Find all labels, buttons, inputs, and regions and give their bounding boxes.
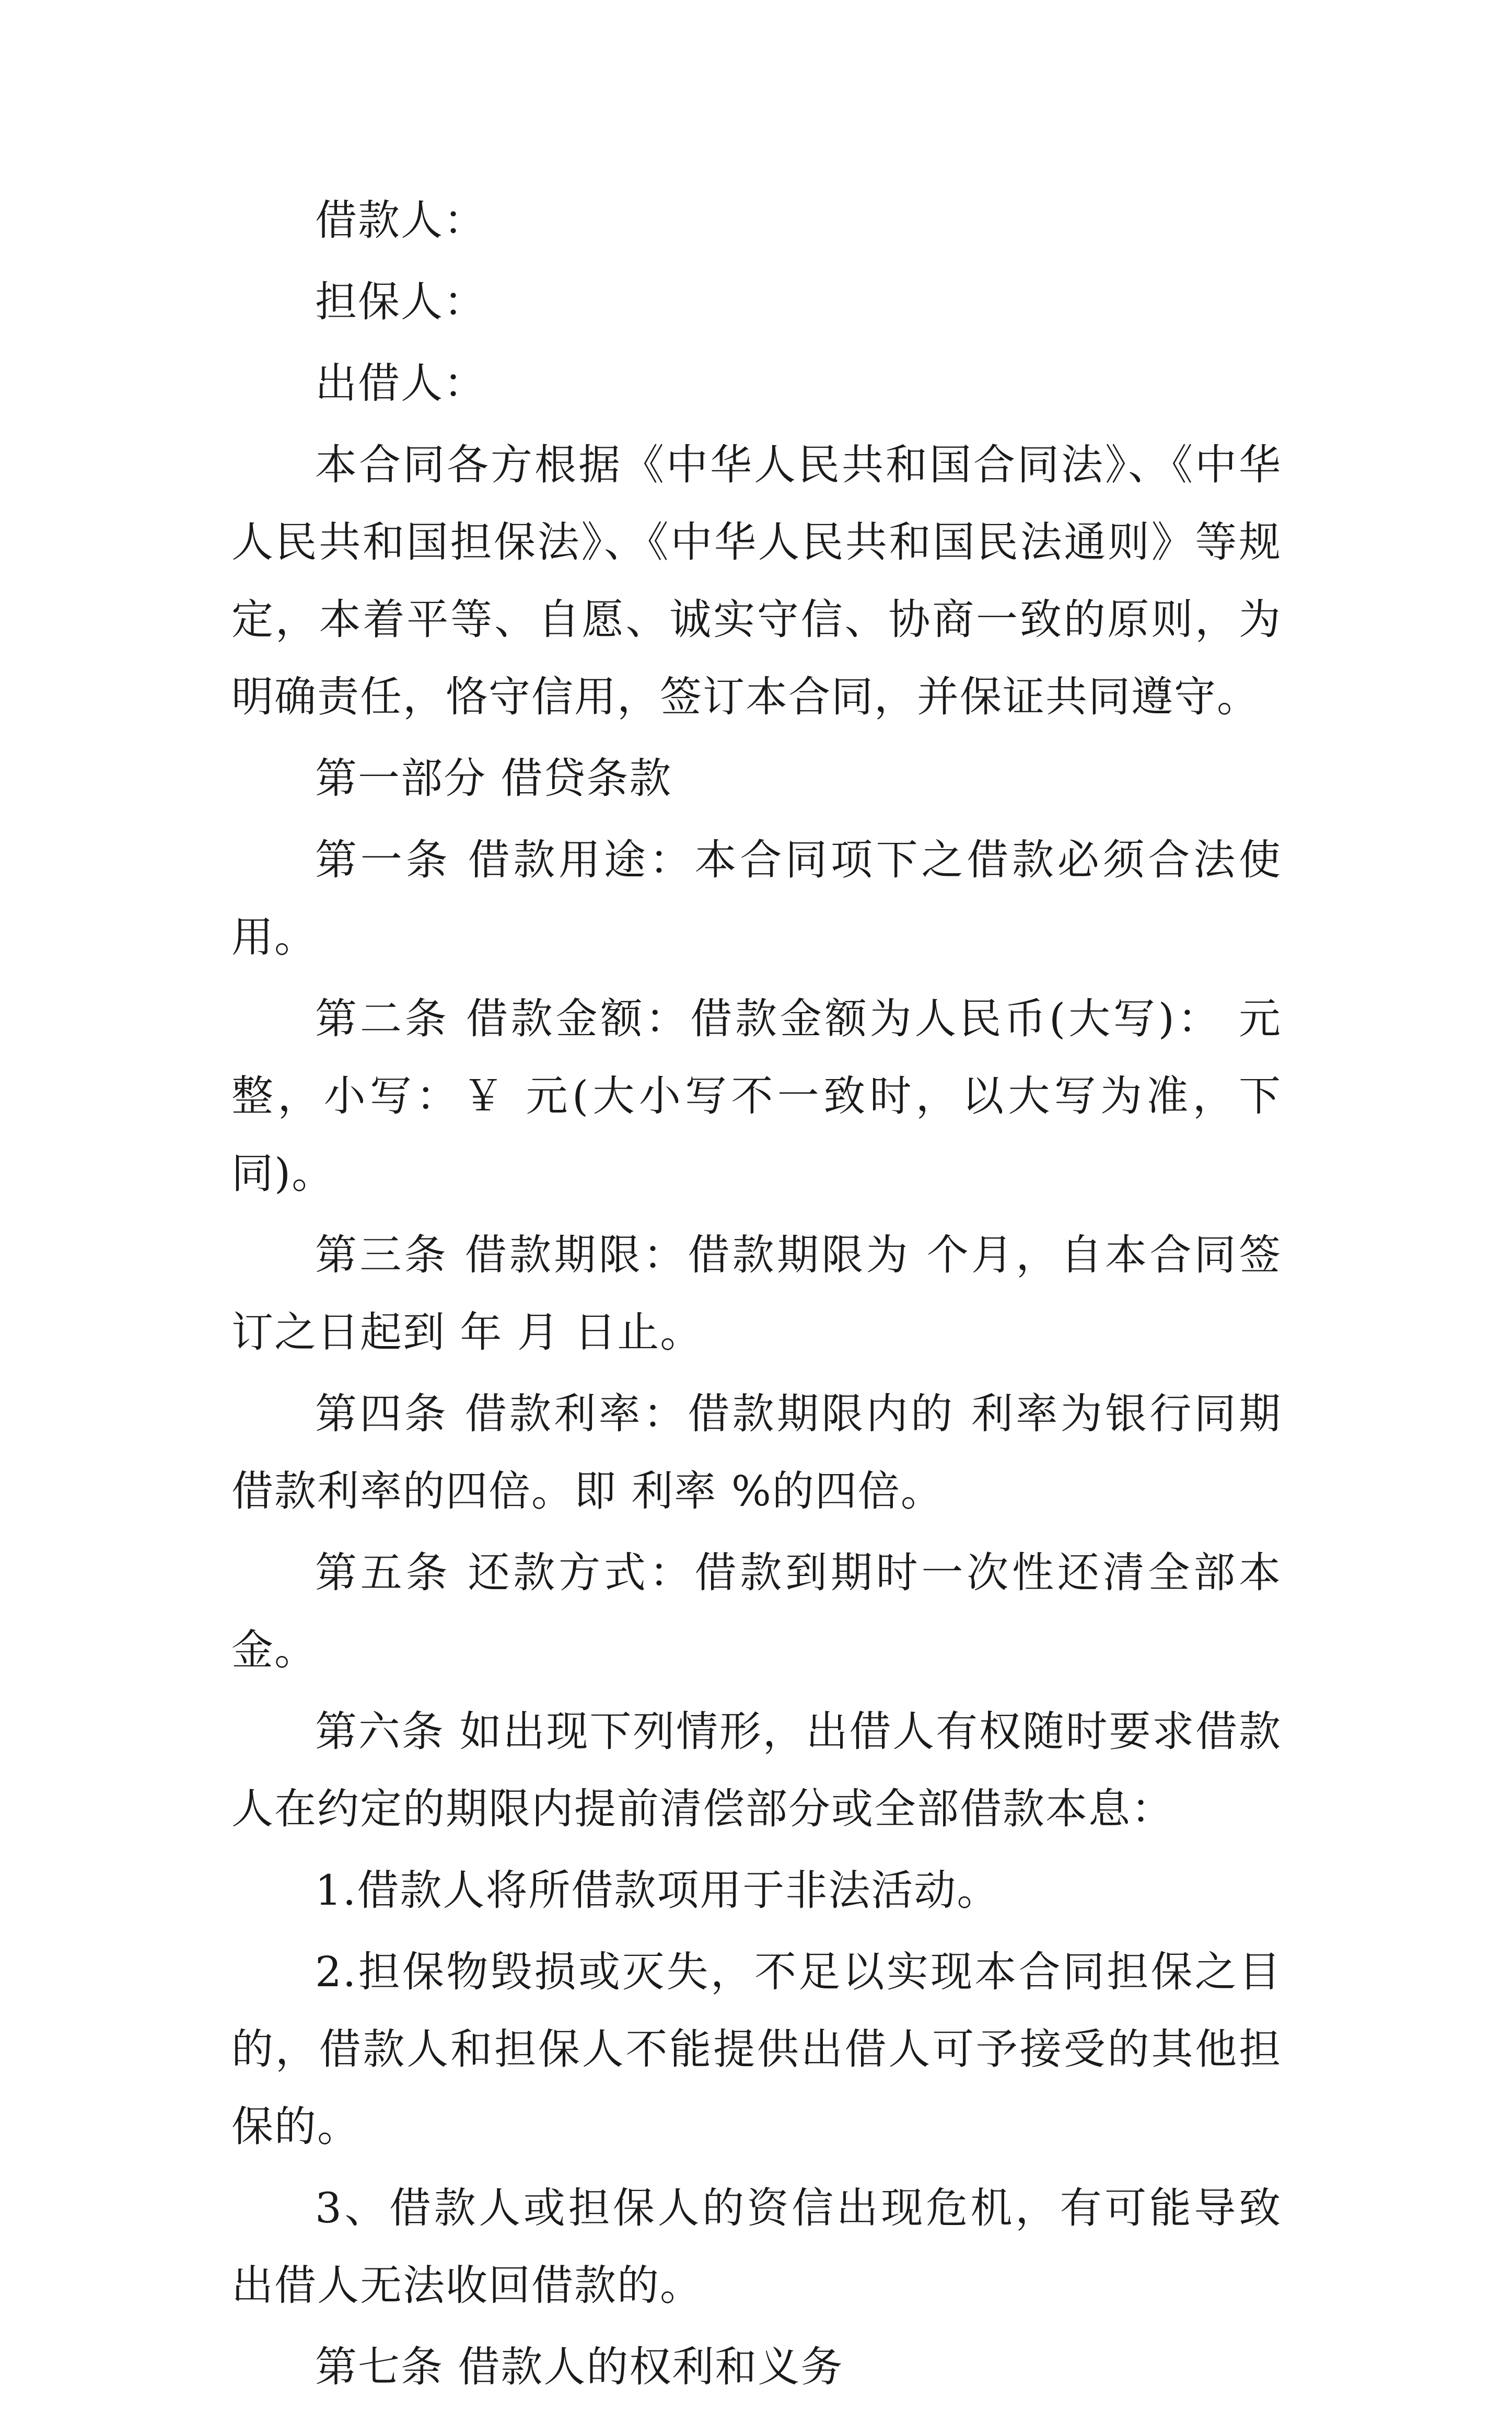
article-6: 第六条 如出现下列情形，出借人有权随时要求借款人在约定的期限内提前清偿部分或全部借款本息：: [231, 1707, 1282, 1833]
lender-line: 出借人：: [315, 359, 486, 408]
article-1: 第一条 借款用途：本合同项下之借款必须合法使用。: [231, 836, 1282, 961]
borrower-line: 借款人：: [315, 196, 486, 245]
article-7-heading: 第七条 借款人的权利和义务: [315, 2343, 844, 2391]
article-6-item-1: 1.借款人将所借款项用于非法活动。: [315, 1866, 1000, 1915]
article-4: 第四条 借款利率：借款期限内的 利率为银行同期借款利率的四倍。即 利率 %的四倍。: [231, 1389, 1282, 1515]
article-2: 第二条 借款金额：借款金额为人民币(大写)： 元整，小写：￥ 元(大小写不一致时，以大写为准，下同)。: [231, 994, 1282, 1198]
document-body: [231, 182, 1282, 2410]
article-3: 第三条 借款期限：借款期限为 个月，自本合同签订之日起到 年 月 日止。: [231, 1231, 1282, 1357]
section-heading: 第一部分 借贷条款: [315, 754, 672, 803]
guarantor-line: 担保人：: [315, 277, 486, 326]
article-5: 第五条 还款方式：借款到期时一次性还清全部本金。: [231, 1548, 1282, 1674]
article-6-item-2: 2.担保物毁损或灭失，不足以实现本合同担保之目的，借款人和担保人不能提供出借人可予接受的其他担保的。: [231, 1948, 1282, 2151]
preamble-paragraph: 本合同各方根据《中华人民共和国合同法》、《中华人民共和国担保法》、《中华人民共和国民法通则》等规定，本着平等、自愿、诚实守信、协商一致的原则，为明确责任，恪守信用，签订本合同，并保证共同遵守。: [231, 441, 1282, 721]
article-6-item-3: 3、借款人或担保人的资信出现危机，有可能导致出借人无法收回借款的。: [231, 2184, 1282, 2310]
